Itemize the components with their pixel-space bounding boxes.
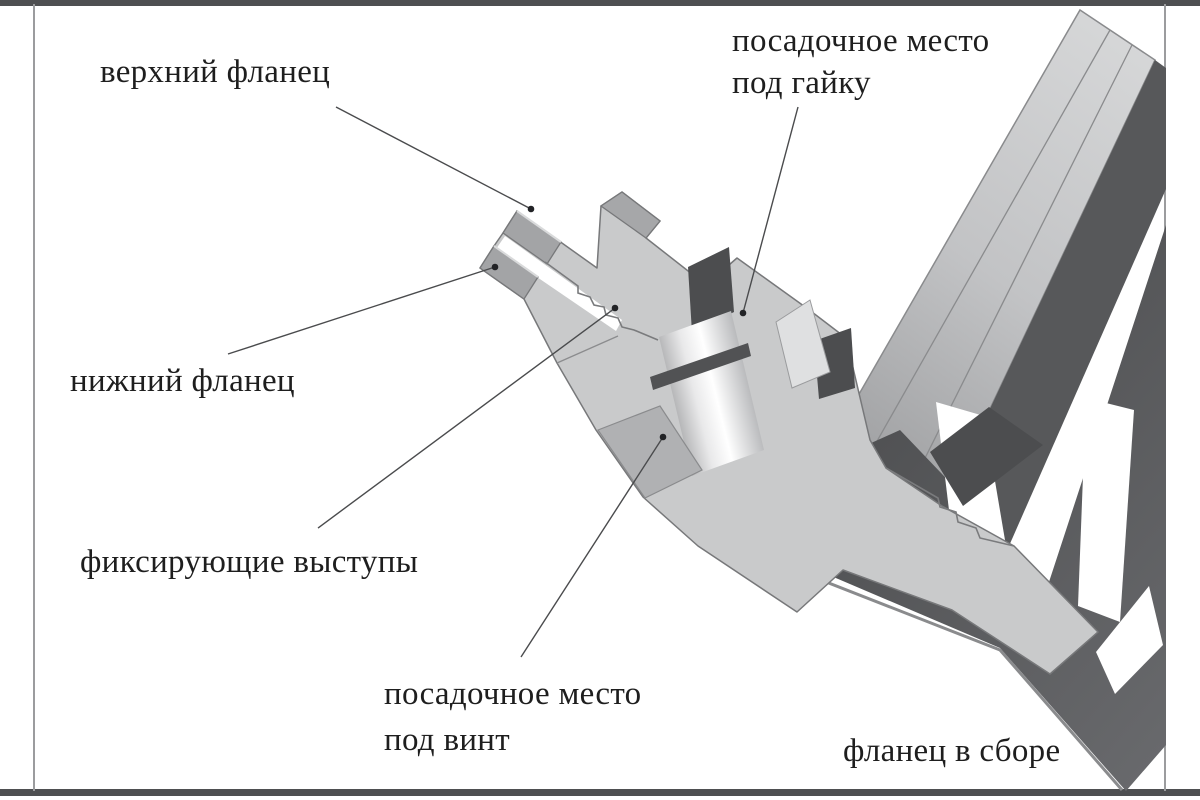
- label-screw-seat-line2: под винт: [384, 722, 510, 758]
- leader-dot: [492, 264, 499, 271]
- label-nut-seat-line1: посадочное место: [732, 23, 990, 59]
- leader-line-screw-seat: [521, 437, 663, 657]
- label-upper-flange: верхний фланец: [100, 54, 331, 90]
- leader-line-fixing-lugs: [318, 308, 615, 528]
- leader-line-lower-flange: [228, 267, 495, 354]
- label-assembly: фланец в сборе: [843, 733, 1061, 769]
- frame-top-band: [0, 0, 1200, 6]
- leader-dot: [660, 434, 667, 441]
- label-lower-flange: нижний фланец: [70, 363, 295, 399]
- leader-dot: [528, 206, 535, 213]
- leader-dot: [740, 310, 747, 317]
- label-nut-seat-line2: под гайку: [732, 65, 871, 101]
- leader-dot: [612, 305, 619, 312]
- label-fixing-lugs: фиксирующие выступы: [80, 544, 419, 580]
- leader-line-upper-flange: [336, 107, 531, 209]
- frame-left-line: [33, 4, 35, 791]
- label-screw-seat-line1: посадочное место: [384, 676, 642, 712]
- frame-bottom-band: [0, 789, 1200, 796]
